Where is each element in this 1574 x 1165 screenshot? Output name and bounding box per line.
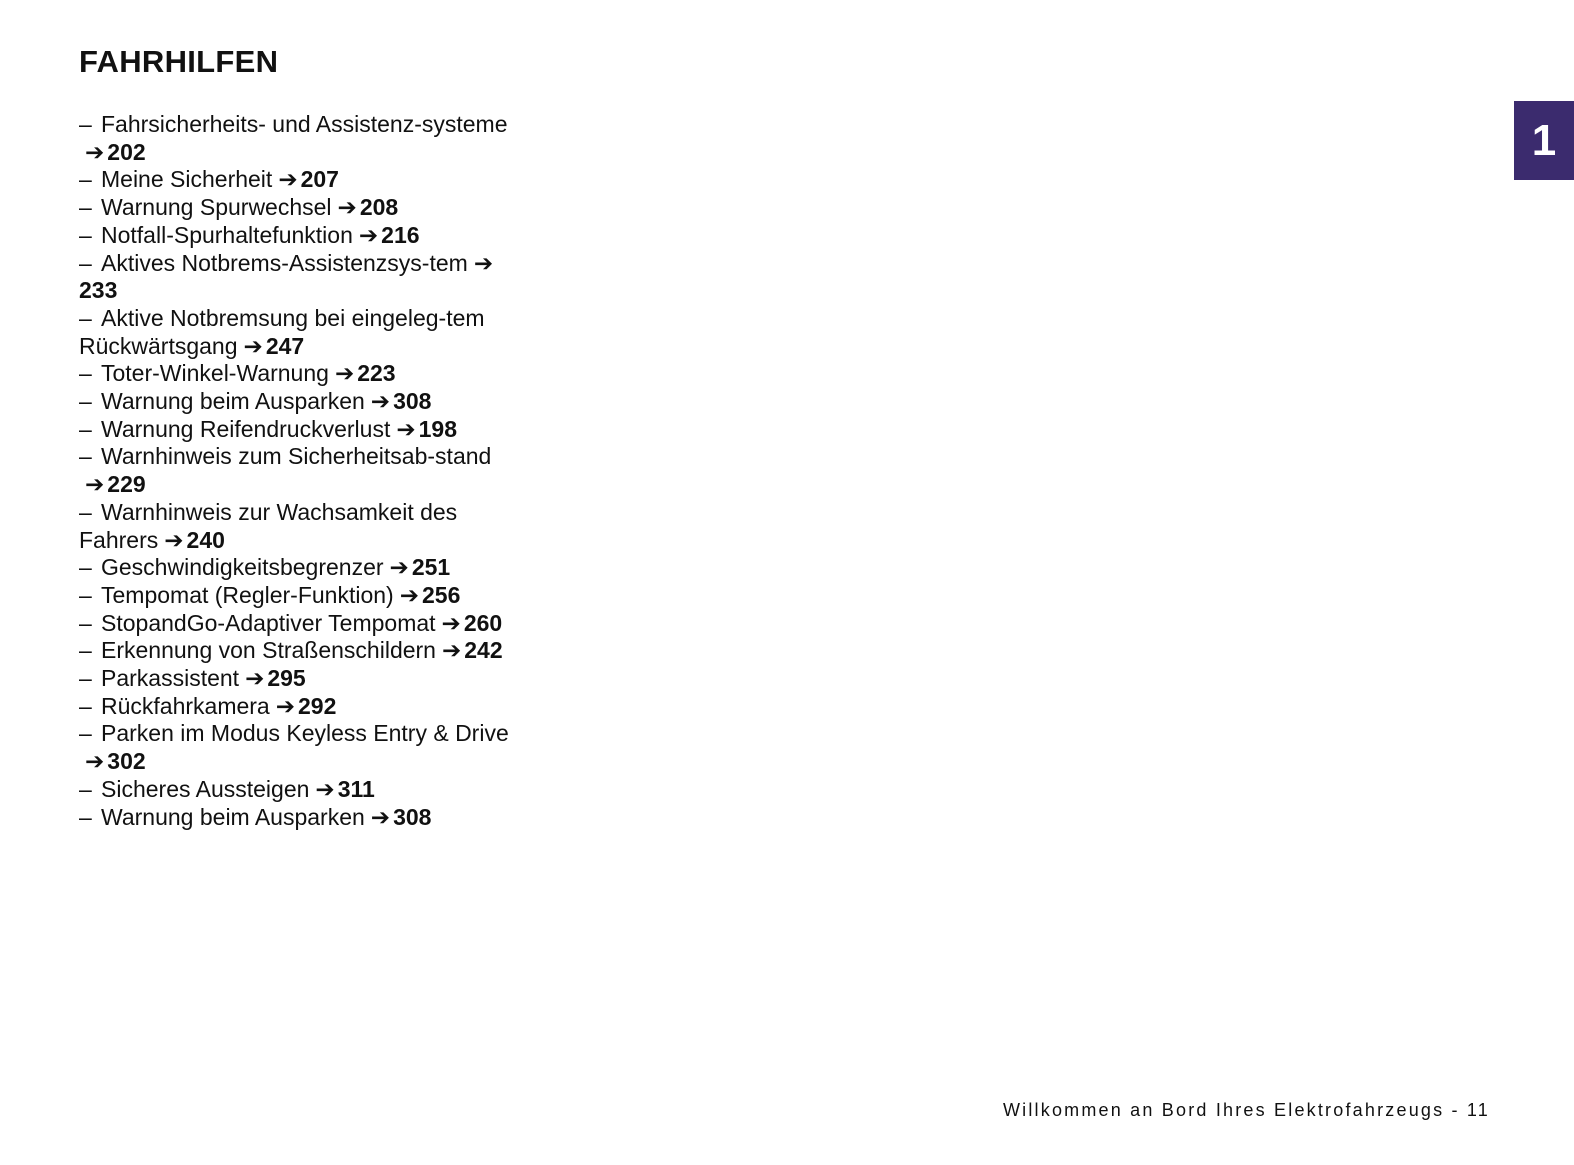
item-label: Warnhinweis zur Wachsamkeit des Fahrers xyxy=(79,498,458,553)
item-label: Warnhinweis zum Sicherheitsab-stand xyxy=(101,443,492,470)
item-label: Geschwindigkeitsbegrenzer xyxy=(101,554,384,581)
arrow-right-icon: ➔ xyxy=(315,775,335,802)
arrow-right-icon: ➔ xyxy=(396,415,416,442)
page-reference-link[interactable]: 229 xyxy=(107,471,146,498)
list-item: – Warnung Spurwechsel ➔ 208 xyxy=(79,194,399,221)
page-reference-link[interactable]: 240 xyxy=(186,526,225,553)
page-reference-link[interactable]: 308 xyxy=(393,803,432,830)
item-label: Warnung Spurwechsel xyxy=(101,194,332,221)
page-reference-link[interactable]: 233 xyxy=(79,277,118,304)
item-label: Warnung Reifendruckverlust xyxy=(101,415,391,442)
list-item: – Warnung beim Ausparken ➔ 308 xyxy=(79,388,432,415)
page-reference-link[interactable]: 251 xyxy=(411,554,451,581)
arrow-right-icon: ➔ xyxy=(399,581,419,608)
item-label: Meine Sicherheit xyxy=(101,166,273,193)
item-label: Notfall-Spurhaltefunktion xyxy=(101,221,353,248)
item-label: Tempomat (Regler-Funktion) xyxy=(101,581,394,608)
list-item: – Aktive Notbremsung bei eingeleg-tem Rückwärtsgang ➔ 247 xyxy=(79,304,485,359)
item-label: Toter-Winkel-Warnung xyxy=(101,360,329,387)
item-label: Parkassistent xyxy=(101,665,240,692)
list-item: – Erkennung von Straßenschildern ➔ 242 xyxy=(79,637,503,664)
list-item: – Rückfahrkamera ➔ 292 xyxy=(79,692,337,719)
list-item: – Parkassistent ➔ 295 xyxy=(79,665,306,692)
arrow-right-icon: ➔ xyxy=(370,803,391,830)
arrow-right-icon: ➔ xyxy=(441,609,461,636)
list-item: – Warnhinweis zur Wachsamkeit des Fahrers ➔ 240 xyxy=(79,498,458,553)
list-item: – Aktives Notbrems-Assistenzsys-tem ➔233 xyxy=(79,249,494,304)
page-reference-link[interactable]: 223 xyxy=(357,360,396,387)
arrow-right-icon: ➔ xyxy=(164,526,184,553)
page-reference-link[interactable]: 208 xyxy=(359,194,399,221)
arrow-right-icon: ➔ xyxy=(473,249,494,276)
arrow-right-icon: ➔ xyxy=(85,471,105,498)
page-reference-link[interactable]: 198 xyxy=(418,415,457,442)
item-label: Sicheres Aussteigen xyxy=(101,775,310,802)
list-item: – Fahrsicherheits- und Assistenz-systeme➔ 202 xyxy=(79,111,508,165)
item-label: Erkennung von Straßenschildern xyxy=(101,637,436,664)
page-reference-link[interactable]: 308 xyxy=(393,388,432,415)
item-label: StopandGo-Adaptiver Tempomat xyxy=(101,609,436,636)
chapter-tab[interactable]: 1 xyxy=(1514,101,1574,180)
page-reference-link[interactable]: 311 xyxy=(337,775,375,802)
page-footer: Willkommen an Bord Ihres Elektrofahrzeugs - 11 xyxy=(1002,1100,1490,1120)
item-label: Rückfahrkamera xyxy=(101,692,270,719)
list-item: – Warnung Reifendruckverlust ➔ 198 xyxy=(79,415,457,442)
item-label: Warnung beim Ausparken xyxy=(101,388,365,415)
arrow-right-icon: ➔ xyxy=(85,138,105,165)
page-reference-link[interactable]: 242 xyxy=(464,637,503,664)
arrow-right-icon: ➔ xyxy=(243,332,263,359)
page-reference-link[interactable]: 216 xyxy=(381,221,420,248)
page-reference-link[interactable]: 292 xyxy=(298,692,337,719)
arrow-right-icon: ➔ xyxy=(389,554,409,581)
list-item: – Notfall-Spurhaltefunktion ➔ 216 xyxy=(79,221,420,248)
list-item: – Parken im Modus Keyless Entry & Drive➔ 302 xyxy=(79,720,509,775)
list-item: – Tempomat (Regler-Funktion) ➔ 256 xyxy=(79,581,461,608)
arrow-right-icon: ➔ xyxy=(85,748,105,775)
arrow-right-icon: ➔ xyxy=(370,388,391,415)
page-reference-link[interactable]: 256 xyxy=(422,581,461,608)
page-reference-link[interactable]: 207 xyxy=(300,166,339,193)
list-item: – Warnhinweis zum Sicherheitsab-stand➔ 229 xyxy=(79,443,492,498)
page-reference-link[interactable]: 247 xyxy=(265,332,305,359)
arrow-right-icon: ➔ xyxy=(334,360,355,387)
list-item: – Toter-Winkel-Warnung ➔ 223 xyxy=(79,360,396,387)
arrow-right-icon: ➔ xyxy=(358,221,379,248)
item-label: Aktive Notbremsung bei eingeleg-tem Rückwärtsgang xyxy=(79,304,485,359)
page-reference-link[interactable]: 202 xyxy=(107,138,146,165)
page-reference-link[interactable]: 295 xyxy=(267,665,306,692)
page-reference-link[interactable]: 260 xyxy=(463,609,503,636)
item-label: Parken im Modus Keyless Entry & Drive xyxy=(101,720,509,747)
page-title: FAHRHILFEN xyxy=(79,44,279,79)
cross-reference-list xyxy=(79,111,519,831)
list-item: – Sicheres Aussteigen ➔ 311 xyxy=(79,775,375,802)
arrow-right-icon: ➔ xyxy=(337,194,357,221)
list-item: – Warnung beim Ausparken ➔ 308 xyxy=(79,803,432,830)
item-label: Aktives Notbrems-Assistenzsys-tem xyxy=(101,249,468,276)
list-item: – Meine Sicherheit ➔ 207 xyxy=(79,166,339,193)
item-label: Warnung beim Ausparken xyxy=(101,803,365,830)
arrow-right-icon: ➔ xyxy=(245,665,265,692)
arrow-right-icon: ➔ xyxy=(275,692,296,719)
arrow-right-icon: ➔ xyxy=(441,637,462,664)
item-label: Fahrsicherheits- und Assistenz-systeme xyxy=(101,111,508,137)
list-item: – Geschwindigkeitsbegrenzer ➔ 251 xyxy=(79,554,451,581)
arrow-right-icon: ➔ xyxy=(278,166,298,193)
list-item: – StopandGo-Adaptiver Tempomat ➔ 260 xyxy=(79,609,503,636)
page-reference-link[interactable]: 302 xyxy=(107,748,146,775)
